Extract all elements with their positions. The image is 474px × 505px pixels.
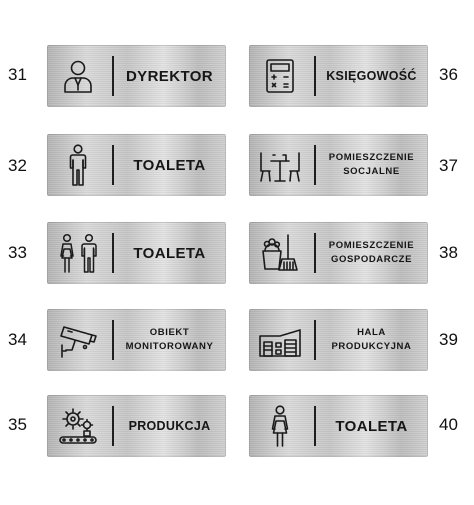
sign-label [117, 45, 222, 107]
divider [112, 233, 114, 273]
woman-man-toilet-icon [54, 229, 102, 277]
sign-label-line: DYREKTOR [125, 67, 214, 85]
sign-label [117, 134, 222, 196]
sign-plate-production-hall [249, 309, 428, 371]
sign-label-line: MONITOROWANY [125, 341, 214, 352]
divider [314, 406, 316, 446]
man-toilet-icon [54, 141, 102, 189]
sign-label-line: KSIĘGOWOŚĆ [326, 69, 417, 83]
sign-label [117, 395, 222, 457]
sign-plate-social-room [249, 134, 428, 196]
sign-label-line: GOSPODARCZE [330, 254, 413, 265]
sign-label-line: OBIEKT [149, 327, 190, 338]
sign-number-39: 39 [439, 330, 458, 349]
sign-number-40: 40 [439, 415, 458, 434]
divider [314, 320, 316, 360]
factory-hall-icon [256, 316, 304, 364]
divider [314, 233, 316, 273]
sign-label-line: TOALETA [133, 156, 206, 174]
director-person-icon [54, 52, 102, 100]
sign-label [319, 309, 424, 371]
sign-label [319, 45, 424, 107]
sign-number-36: 36 [439, 65, 458, 84]
sign-label [117, 222, 222, 284]
sign-label [319, 395, 424, 457]
sign-label-line: PRODUKCJA [128, 419, 211, 433]
sign-plate-monitored [47, 309, 226, 371]
sign-label [319, 222, 424, 284]
cctv-camera-icon [54, 316, 102, 364]
sign-plate-toilet-unisex [47, 222, 226, 284]
sign-plate-director [47, 45, 226, 107]
sign-number-37: 37 [439, 156, 458, 175]
divider [112, 406, 114, 446]
sign-plate-toilet-women [249, 395, 428, 457]
calculator-icon [256, 52, 304, 100]
cleaning-bucket-mop-icon [256, 229, 304, 277]
divider [112, 320, 114, 360]
divider [112, 145, 114, 185]
sign-plate-production [47, 395, 226, 457]
table-chairs-icon [256, 141, 304, 189]
sign-label [319, 134, 424, 196]
sign-number-34: 34 [8, 330, 27, 349]
sign-label-line: TOALETA [133, 244, 206, 262]
sign-label-line: PRODUKCYJNA [331, 341, 412, 352]
divider [314, 56, 316, 96]
sign-number-31: 31 [8, 65, 27, 84]
sign-label-line: SOCJALNE [343, 166, 400, 177]
sign-number-35: 35 [8, 415, 27, 434]
woman-toilet-icon [256, 402, 304, 450]
sign-label-line: POMIESZCZENIE [328, 240, 415, 251]
sign-number-38: 38 [439, 243, 458, 262]
sign-label-line: TOALETA [335, 417, 408, 435]
sign-plate-accounting [249, 45, 428, 107]
divider [314, 145, 316, 185]
sign-number-33: 33 [8, 243, 27, 262]
sign-number-32: 32 [8, 156, 27, 175]
production-gear-icon [54, 402, 102, 450]
sign-plate-utility-room [249, 222, 428, 284]
sign-label [117, 309, 222, 371]
divider [112, 56, 114, 96]
sign-plate-toilet-men [47, 134, 226, 196]
sign-label-line: POMIESZCZENIE [328, 152, 415, 163]
sign-label-line: HALA [357, 327, 386, 338]
